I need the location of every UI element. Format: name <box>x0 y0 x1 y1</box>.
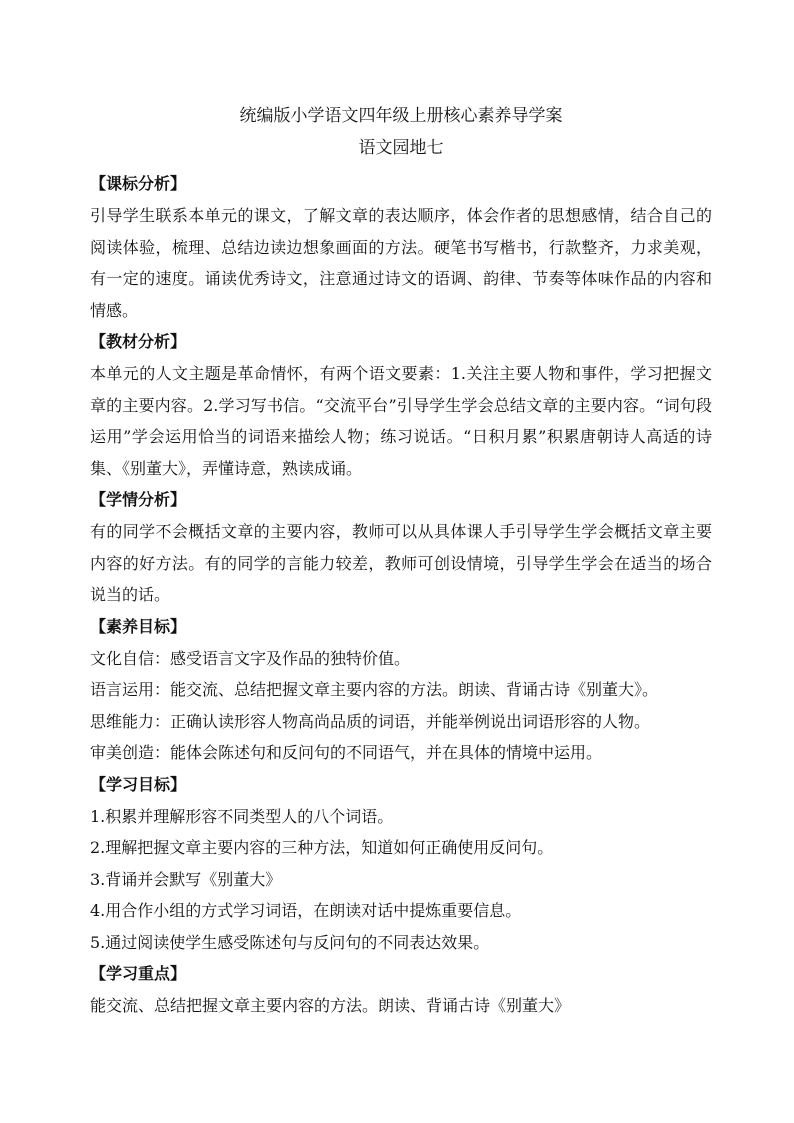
section-paragraph: 能交流、总结把握文章主要内容的方法。朗读、背诵古诗《别董大》 <box>90 996 571 1015</box>
section-paragraph: 本单元的人文主题是革命情怀，有两个语文要素：1.关注主要人物和事件，学习把握文章的主要内容。2.学习写书信。“交流平台”引导学生学会总结文章的主要内容。“词句段运用”学会运用恰当的词语来描绘人物；练习说话。“日积月累”积累唐朝诗人高适的诗集、《别董大》，弄懂诗意，熟读成诵。 <box>90 364 712 478</box>
section-keypoints <box>90 958 712 1022</box>
section-heading: 【学习重点】 <box>90 964 187 983</box>
section-heading: 【学习目标】 <box>90 774 187 794</box>
section-heading: 【教材分析】 <box>90 332 187 351</box>
section-paragraph: 有的同学不会概括文章的主要内容，教师可以从具体课人手引导学生学会概括文章主要内容的好方法。有的同学的言能力较差，教师可创设情境，引导学生学会在适当的场合说当的话。 <box>90 522 712 604</box>
list-item: 2.理解把握文章主要内容的三种方法，知道如何正确使用反问句。 <box>90 838 554 857</box>
list-item: 文化自信：感受语言文字及作品的独特价值。 <box>90 648 411 668</box>
list-item: 3.背诵并会默写《别董大》 <box>90 869 282 889</box>
list-item: 5.通过阅读使学生感受陈述句与反问句的不同表达效果。 <box>90 932 490 952</box>
section-objectives <box>90 769 712 959</box>
document-subtitle: 语文园地七 <box>358 138 444 158</box>
list-item: 4.用合作小组的方式学习词语，在朗读对话中提炼重要信息。 <box>90 901 522 920</box>
list-item: 审美创造：能体会陈述句和反问句的不同语气，并在具体的情境中运用。 <box>90 743 603 762</box>
section-textbook <box>90 326 712 484</box>
list-item: 思维能力：正确认读形容人物高尚品质的词语，并能举例说出词语形容的人物。 <box>90 711 651 731</box>
list-item: 1.积累并理解形容不同类型人的八个词语。 <box>90 806 394 826</box>
list-item: 语言运用：能交流、总结把握文章主要内容的方法。朗读、背诵古诗《别董大》。 <box>90 680 659 699</box>
section-curriculum <box>90 168 712 326</box>
section-heading: 【素养目标】 <box>90 616 187 636</box>
section-heading: 【课标分析】 <box>90 174 187 193</box>
section-literacy <box>90 611 712 769</box>
section-paragraph: 引导学生联系本单元的课文，了解文章的表达顺序，体会作者的思想感情，结合自己的阅读体验，梳理、总结边读边想象画面的方法。硬笔书写楷书，行款整齐，力求美观，有一定的速度。诵读优秀诗文，注意通过诗文的语调、韵律、节奏等体味作品的内容和情感。 <box>90 206 712 320</box>
section-heading: 【学情分析】 <box>90 490 187 509</box>
document-title: 统编版小学语文四年级上册核心素养导学案 <box>239 106 563 126</box>
section-learner <box>90 484 712 611</box>
